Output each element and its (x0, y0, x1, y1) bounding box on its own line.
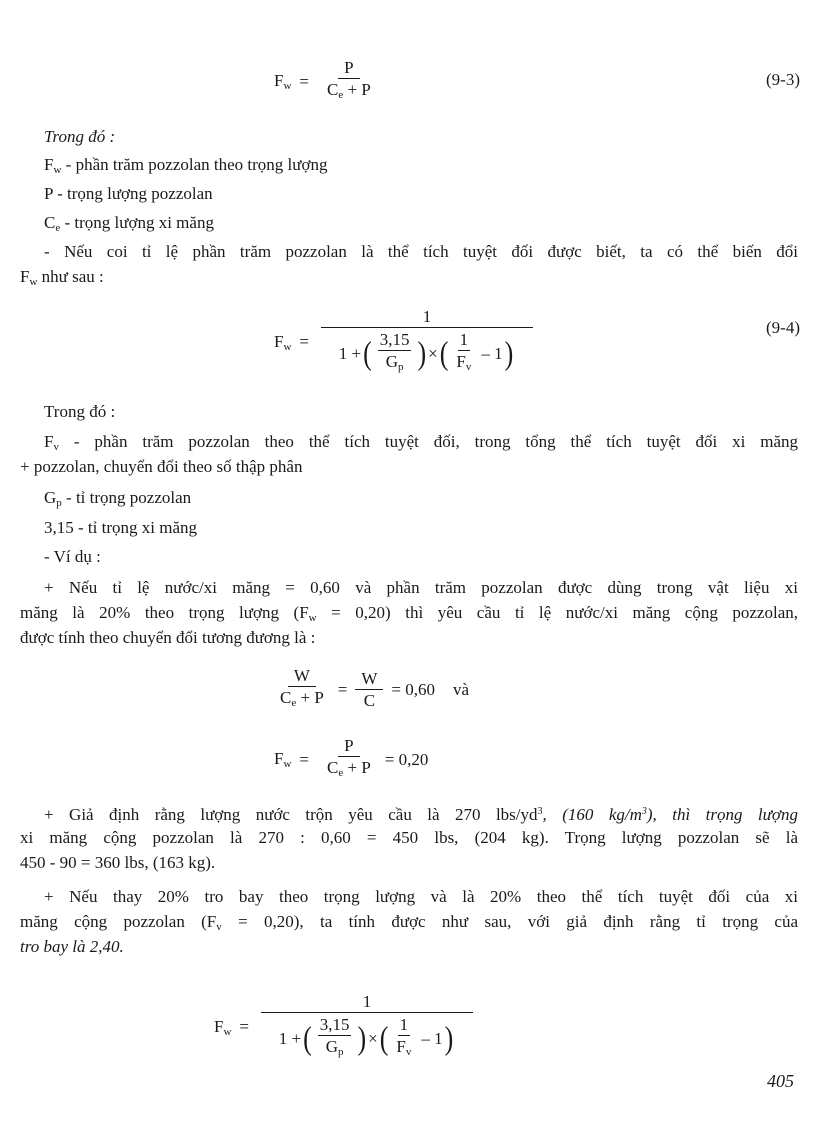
definition-ce: $C_e$ - trọng lượng xi măng (44, 213, 214, 234)
where-heading-2: Trong đó : (44, 402, 116, 421)
page-number: 405 (767, 1071, 794, 1091)
definition-p: P - trọng lượng pozzolan (44, 184, 213, 203)
equation-fw-value: $F_w$ = $\frac{P}{C_e + P}$ = 0,20 (274, 736, 429, 779)
definition-fw: $F_w$ - phần trăm pozzolan theo trọng lượng (44, 155, 328, 176)
main-fraction: 1 1 + ( $\frac{3,15}{G_p}$ ) × ( $\frac{1}{F_v}$ – 1 ) (321, 307, 533, 377)
definition-gp: $G_p$ - tỉ trọng pozzolan (44, 488, 192, 509)
equation-water-cement: $\frac{W}{C_e + P}$ = $\frac{W}{C}$ = 0,60 và (280, 666, 470, 710)
paragraph-1-line-2: $F_w$ như sau : (20, 267, 104, 288)
equation-9-3: $F_w$ = $\frac{P}{C_e + P}$ (274, 58, 381, 105)
equation-9-4: $F_w$ = 1 1 + ( $\frac{3,15}{G_p}$ ) × ( $\frac{1}{F_v}$ – 1 ) (274, 307, 537, 377)
definition-fv-continued: + pozzolan, chuyển đổi theo số thập phân (20, 457, 303, 476)
eq-lhs: $F_w$ (274, 71, 292, 92)
paragraph-3-line-2: xi măng cộng pozzolan là 270 : 0,60 = 450 lbs, (204 kg). Trọng lượng pozzolan sẽ là (20, 828, 798, 847)
paragraph-4-line-1: + Nếu thay 20% tro bay theo trọng lượng và là 20% theo thể tích tuyệt đối của xi (44, 887, 798, 906)
paragraph-2-line-1: + Nếu tỉ lệ nước/xi măng = 0,60 và phần trăm pozzolan được dùng trong vật liệu xi (44, 578, 798, 597)
fraction: $\frac{P}{C_e + P}$ (327, 58, 371, 101)
definition-fv: $F_v$ - phần trăm pozzolan theo thể tích tuyệt đối, trong tổng thể tích tuyệt đối xi măng (44, 432, 798, 453)
paragraph-3-line-3: 450 - 90 = 360 lbs, (163 kg). (20, 853, 216, 872)
equation-number-9-3: (9-3) (766, 70, 800, 89)
where-heading: Trong đó : (44, 127, 116, 146)
paragraph-4-line-2: măng cộng pozzolan $(F_v = 0,20)$, ta tính được như sau, với giả định rằng tỉ trọng của (20, 912, 798, 933)
paragraph-1-line-1: - Nếu coi tỉ lệ phần trăm pozzolan là thể tích tuyệt đối được biết, ta có thể biến đổi (44, 242, 798, 261)
example-heading: - Ví dụ : (44, 547, 101, 566)
paragraph-4-line-3: tro bay là 2,40. (20, 937, 124, 956)
equation-final: $F_w$ = 1 1 + ( $\frac{3,15}{G_p}$ ) × ( $\frac{1}{F_v}$ – 1 ) (214, 992, 477, 1062)
definition-cement-density: 3,15 - tỉ trọng xi măng (44, 518, 197, 537)
equation-number-9-4: (9-4) (766, 318, 800, 337)
paragraph-2-line-3: được tính theo chuyển đổi tương đương là : (20, 628, 316, 647)
paragraph-3-line-1: + Giả định rằng lượng nước trộn yêu cầu là 270 lbs/$yd^3$, (160 $kg/m^3$), thì trọng lượng (44, 805, 798, 824)
paragraph-2-line-2: măng là 20% theo trọng lượng $(F_w = 0,20)$ thì yêu cầu tỉ lệ nước/xi măng cộng pozzolan, (20, 603, 798, 624)
